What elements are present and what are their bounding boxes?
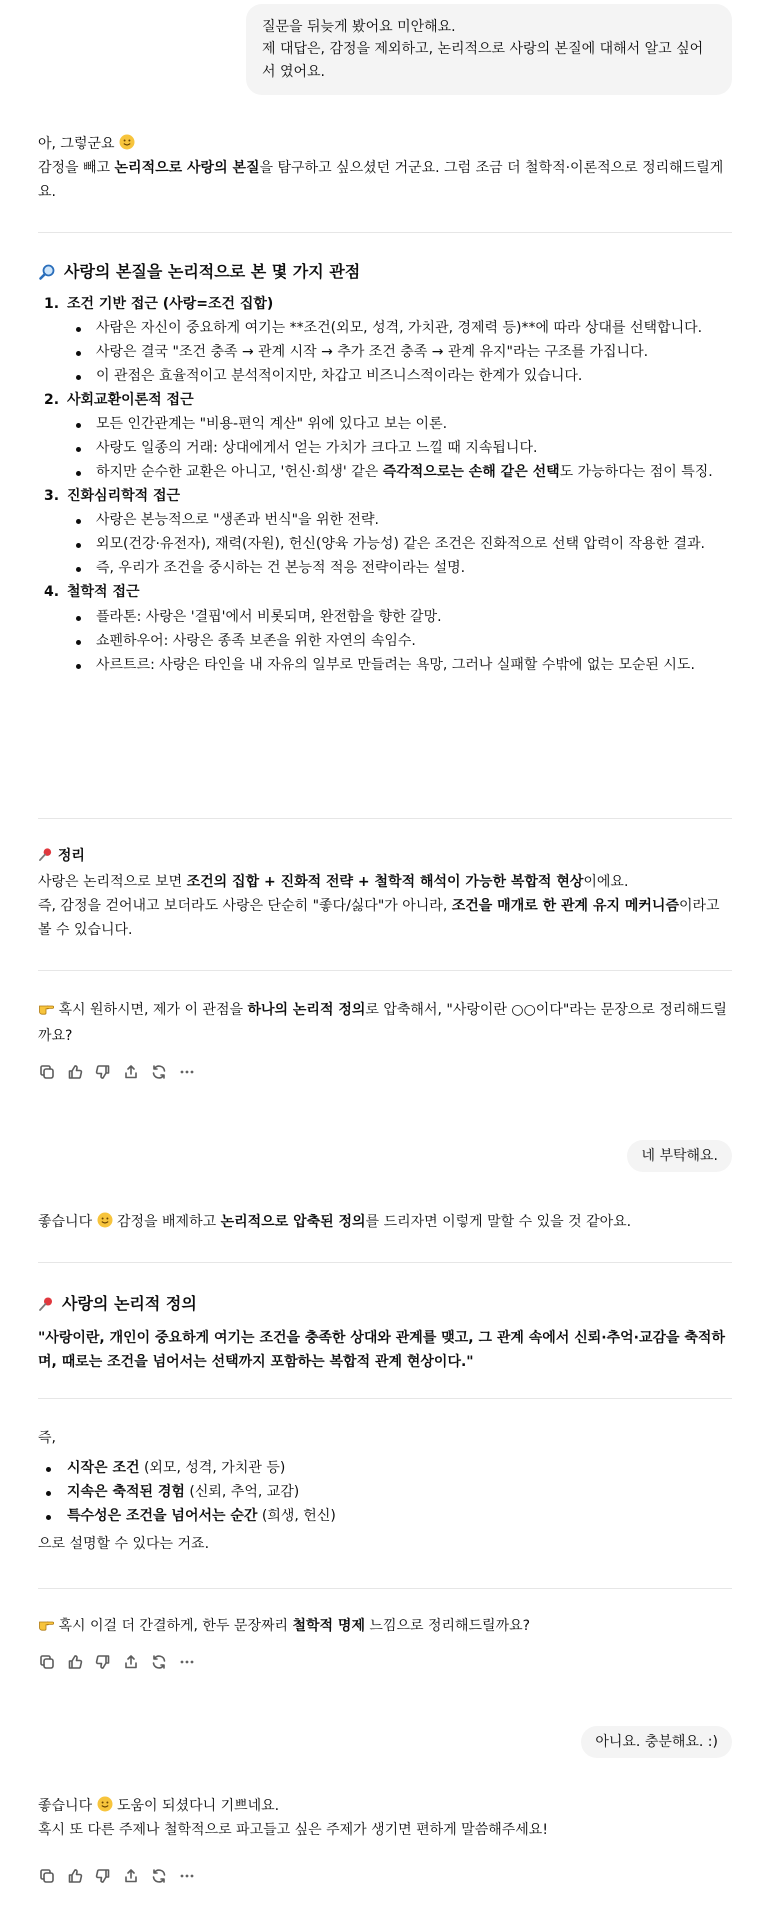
section-heading: 사랑의 본질을 논리적으로 본 몇 가지 관점 (38, 258, 732, 286)
summary-section (38, 844, 732, 942)
list-item: 지속은 축적된 경험 (신뢰, 추억, 교감) (38, 1480, 732, 1504)
share-icon[interactable] (122, 1653, 140, 1671)
definition-section (38, 1290, 732, 1374)
magnifier-emoji-icon (38, 263, 56, 281)
definition-quote: "사랑이란, 개인이 중요하게 여기는 조건을 충족한 상대와 관계를 맺고, 그 관계 속에서 신뢰·추억·교감을 축적하며, 때로는 조건을 넘어서는 선택까지 포함하는 복합적 관계 현상이다." (38, 1329, 725, 1370)
list-item: 사랑도 일종의 거래: 상대에게서 얻는 가치가 크다고 느낄 때 지속됩니다. (38, 436, 732, 460)
thumbs-down-icon[interactable] (94, 1653, 112, 1671)
perspectives-list (38, 292, 732, 677)
list-item: 이 관점은 효율적이고 분석적이지만, 차갑고 비즈니스적이라는 한계가 있습니다. (38, 364, 732, 388)
regenerate-icon[interactable] (150, 1653, 168, 1671)
pointing-hand-emoji-icon (38, 1616, 54, 1640)
copy-icon[interactable] (38, 1063, 56, 1081)
summary-line: 즉, 감정을 걷어내고 보더라도 사랑은 단순히 "좋다/싫다"가 아니라, 조건을 매개로 한 관계 유지 메커니즘이라고 볼 수 있습니다. (38, 898, 720, 939)
copy-icon[interactable] (38, 1867, 56, 1885)
thumbs-down-icon[interactable] (94, 1063, 112, 1081)
perspective-item: 1. 조건 기반 접근 (사랑=조건 집합) 사람은 자신이 중요하게 여기는 **조건(외모, 성격, 가치관, 경제력 등)**에 따라 상대를 선택합니다. 사랑은 결국 "조건 충족 → 관계 시작 → 추가 조건 충족 → 관계 유지"라는 구조를 가집니다. 이 관점은 효율적이고 분석적이지만, 차갑고 비즈니스적이라는 한계가 있습니다. (38, 292, 732, 388)
divider (38, 1588, 732, 1589)
definition-breakdown: 즉, 시작은 조건 (외모, 성격, 가치관 등) 지속은 축적된 경험 (신뢰, 추억, 교감) 특수성은 조건을 넘어서는 순간 (희생, 헌신) 으로 설명할 수 있다는 거죠. (38, 1426, 732, 1556)
intro-paragraph: 감정을 빼고 논리적으로 사랑의 본질을 탐구하고 싶으셨던 거군요. 그럼 조금 더 철학적·이론적으로 정리해드릴게요. (38, 160, 724, 201)
message-actions (38, 1866, 196, 1886)
assistant-message: 좋습니다 도움이 되셨다니 기쁘네요. 혹시 또 다른 주제나 철학적으로 파고들고 싶은 주제가 생기면 편하게 말씀해주세요! (38, 1798, 548, 1839)
summary-line: 사랑은 논리적으로 보면 조건의 집합 + 진화적 전략 + 철학적 해석이 가능한 복합적 현상이에요. (38, 874, 629, 891)
list-item: 쇼펜하우어: 사랑은 종족 보존을 위한 자연의 속임수. (38, 629, 732, 653)
user-message-line: 제 대답은, 감정을 제외하고, 논리적으로 사랑의 본질에 대해서 알고 싶어서 였어요. (262, 41, 704, 80)
user-message-bubble: 네 부탁해요. (627, 1140, 732, 1172)
share-icon[interactable] (122, 1867, 140, 1885)
list-item: 사랑은 본능적으로 "생존과 번식"을 위한 전략. (38, 508, 732, 532)
list-item: 사랑은 결국 "조건 충족 → 관계 시작 → 추가 조건 충족 → 관계 유지"라는 구조를 가집니다. (38, 340, 732, 364)
perspective-item: 2. 사회교환이론적 접근 모든 인간관계는 "비용-편익 계산" 위에 있다고 보는 이론. 사랑도 일종의 거래: 상대에게서 얻는 가치가 크다고 느낄 때 지속됩니다. 하지만 순수한 교환은 아니고, '헌신·희생' 같은 즉각적으로는 손해 같은 선택도 가능하다는 점이 특징. (38, 388, 732, 484)
more-icon[interactable] (178, 1867, 196, 1885)
list-item: 하지만 순수한 교환은 아니고, '헌신·희생' 같은 즉각적으로는 손해 같은 선택도 가능하다는 점이 특징. (38, 460, 732, 484)
regenerate-icon[interactable] (150, 1063, 168, 1081)
list-item: 사르트르: 사랑은 타인을 내 자유의 일부로 만들려는 욕망, 그러나 실패할 수밖에 없는 모순된 시도. (38, 653, 732, 677)
assistant-message: 좋습니다 감정을 배제하고 논리적으로 압축된 정의를 드리자면 이렇게 말할 수 있을 것 같아요. (38, 1214, 632, 1230)
user-message-bubble: 아니요. 충분해요. :) (581, 1726, 732, 1758)
regenerate-icon[interactable] (150, 1867, 168, 1885)
message-actions (38, 1062, 196, 1082)
divider (38, 232, 732, 233)
followup-offer: 혹시 원하시면, 제가 이 관점을 하나의 논리적 정의로 압축해서, "사랑이란 ○○이다"라는 문장으로 정리해드릴까요? (38, 1002, 727, 1045)
user-message-line: 질문을 뒤늦게 봤어요 미안해요. (262, 19, 456, 35)
thumbs-up-icon[interactable] (66, 1653, 84, 1671)
perspective-item: 4. 철학적 접근 플라톤: 사랑은 '결핍'에서 비롯되며, 완전함을 향한 갈망. 쇼펜하우어: 사랑은 종족 보존을 위한 자연의 속임수. 사르트르: 사랑은 타인을 내 자유의 일부로 만들려는 욕망, 그러나 실패할 수밖에 없는 모순된 시도. (38, 580, 732, 676)
list-item: 특수성은 조건을 넘어서는 순간 (희생, 헌신) (38, 1504, 732, 1528)
list-item: 사람은 자신이 중요하게 여기는 **조건(외모, 성격, 가치관, 경제력 등)**에 따라 상대를 선택합니다. (38, 316, 732, 340)
thumbs-down-icon[interactable] (94, 1867, 112, 1885)
divider (38, 818, 732, 819)
more-icon[interactable] (178, 1653, 196, 1671)
smile-emoji-icon (119, 134, 135, 150)
section-heading: 사랑의 논리적 정의 (38, 1290, 732, 1318)
smile-emoji-icon (97, 1212, 113, 1228)
user-message-bubble (246, 4, 732, 95)
pointing-hand-emoji-icon (38, 1000, 54, 1024)
assistant-message (38, 132, 732, 204)
divider (38, 1262, 732, 1263)
list-item: 시작은 조건 (외모, 성격, 가치관 등) (38, 1456, 732, 1480)
message-actions (38, 1652, 196, 1672)
list-item: 플라톤: 사랑은 '결핍'에서 비롯되며, 완전함을 향한 갈망. (38, 605, 732, 629)
divider (38, 970, 732, 971)
thumbs-up-icon[interactable] (66, 1867, 84, 1885)
breakdown-list (38, 1456, 732, 1528)
pushpin-emoji-icon (38, 1296, 54, 1312)
more-icon[interactable] (178, 1063, 196, 1081)
intro-line: 아, 그렇군요 (38, 132, 732, 156)
perspectives-section (38, 258, 732, 677)
list-item: 모든 인간관계는 "비용-편익 계산" 위에 있다고 보는 이론. (38, 412, 732, 436)
list-item: 외모(건강·유전자), 재력(자원), 헌신(양육 가능성) 같은 조건은 진화적으로 선택 압력이 작용한 결과. (38, 532, 732, 556)
copy-icon[interactable] (38, 1653, 56, 1671)
pushpin-emoji-icon (38, 846, 53, 870)
smile-emoji-icon (97, 1796, 113, 1812)
summary-heading: 정리 (38, 844, 732, 870)
divider (38, 1398, 732, 1399)
list-item: 즉, 우리가 조건을 중시하는 건 본능적 적응 전략이라는 설명. (38, 556, 732, 580)
perspective-item: 3. 진화심리학적 접근 사랑은 본능적으로 "생존과 번식"을 위한 전략. 외모(건강·유전자), 재력(자원), 헌신(양육 가능성) 같은 조건은 진화적으로 선택 압력이 작용한 결과. 즉, 우리가 조건을 중시하는 건 본능적 적응 전략이라는 설명. (38, 484, 732, 580)
thumbs-up-icon[interactable] (66, 1063, 84, 1081)
share-icon[interactable] (122, 1063, 140, 1081)
followup-offer: 혹시 이걸 더 간결하게, 한두 문장짜리 철학적 명제 느낌으로 정리해드릴까요? (38, 1614, 732, 1640)
